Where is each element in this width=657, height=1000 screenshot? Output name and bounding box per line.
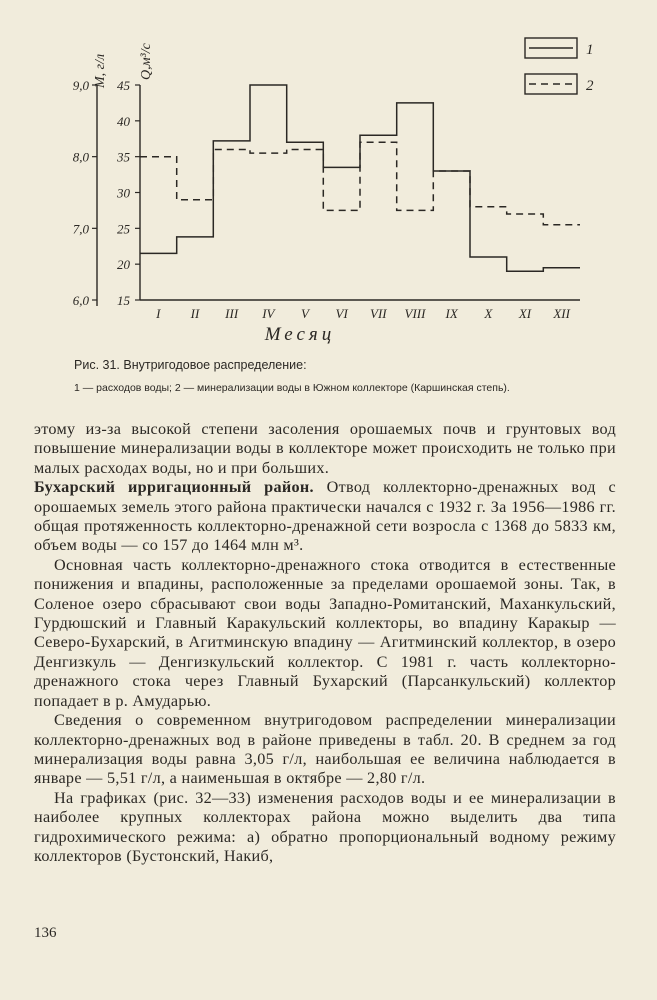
y-right-tick-label: 35 (117, 149, 130, 165)
x-tick-label: VIII (404, 306, 426, 321)
x-tick-label: VI (335, 306, 348, 321)
y-right-tick-label: 45 (117, 78, 130, 93)
figure-caption-title: Рис. 31. Внутригодовое распределение: (74, 358, 307, 372)
x-tick-label: II (190, 306, 200, 321)
x-tick-label: VII (370, 306, 387, 321)
chart-ticks (73, 78, 571, 321)
paragraph-5: На графиках (рис. 32—33) изменения расходов воды и ее минерализации в наиболее крупных коллекторах района можно выделить два типа гидрохимического режима: а) обратно пропорциональный водному режиму коллекторов (Бустонский, Накиб, (34, 788, 616, 865)
x-tick-label: V (301, 306, 309, 321)
y-left-axis-label: М, г/л (93, 53, 108, 88)
y-left-tick-label: 7,0 (72, 221, 89, 237)
paragraph-2-text: Отвод коллекторно-дренажных вод с орошаемых земель этого района практически начался с 1932 г. За 1956—1986 гг. общая протяженность коллекторно-дренажной сети возросла с 1368 до 5833 км, объем воды — со 157 до 1464 млн м³. (34, 478, 616, 555)
body-text (34, 420, 616, 866)
series-2-line (140, 142, 580, 225)
x-tick-label: IV (262, 306, 275, 321)
y-right-tick-label: 25 (117, 221, 130, 237)
page-number: 136 (34, 925, 57, 941)
y-right-tick-label: 30 (117, 185, 130, 201)
legend-label-2: 2 (586, 78, 594, 94)
section-heading: Бухарский ирригационный район. (34, 478, 314, 497)
y-right-tick-label: 15 (117, 293, 130, 308)
chart-legend (525, 38, 594, 94)
y-left-tick-label: 6,0 (72, 293, 89, 308)
x-tick-label: XII (553, 306, 570, 321)
x-tick-label: III (225, 306, 239, 321)
x-tick-label: I (156, 306, 161, 321)
chart-axes (97, 85, 580, 306)
paragraph-4: Сведения о современном внутригодовом распределении минерализации коллекторно-дренажных вод в районе приведены в табл. 20. В среднем за год минерализация воды равна 3,05 г/л, наибольшая ее величина наблюдается в январе — 5,51 г/л, а наименьшая в октябре — 2,80 г/л. (34, 711, 616, 788)
y-right-tick-label: 20 (117, 257, 130, 273)
y-left-tick-label: 9,0 (72, 78, 89, 93)
step-chart (0, 0, 657, 350)
y-left-tick-label: 8,0 (72, 149, 89, 165)
x-axis-label: Месяц (264, 324, 336, 345)
y-right-tick-label: 40 (117, 113, 130, 129)
x-tick-label: X (484, 306, 493, 321)
figure-caption-legend: 1 — расходов воды; 2 — минерализации воды в Южном коллекторе (Каршинская степь). (74, 382, 510, 394)
y-right-axis-label: Q,м³/с (139, 43, 154, 80)
legend-label-1: 1 (586, 42, 594, 58)
chart-series (140, 85, 580, 271)
x-tick-label: IX (445, 306, 458, 321)
paragraph-3: Основная часть коллекторно-дренажного стока отводится в естественные понижения и впадины, расположенные за пределами орошаемой зоны. Так, в Соленое озеро сбрасывают свои воды Западно-Ромитанский, Маханкульский, Гурдюшский и Главный Каракульский коллекторы, во впадину Каракыр — Северо-Бухарский, в Агитминскую впадину — Агитминский коллектор, в озеро Денгизкуль — Денгизкульский коллектор. С 1981 г. часть коллекторно-дренажного стока через Главный Бухарский (Парсанкульский) коллектор попадает в р. Амударью. (34, 555, 616, 710)
x-tick-label: XI (518, 306, 532, 321)
paragraph-1: этому из-за высокой степени засоления орошаемых почв и грунтовых вод повышение минерализации воды в коллекторе может происходить не только при малых расходах воды, но и при больших. (34, 420, 616, 477)
